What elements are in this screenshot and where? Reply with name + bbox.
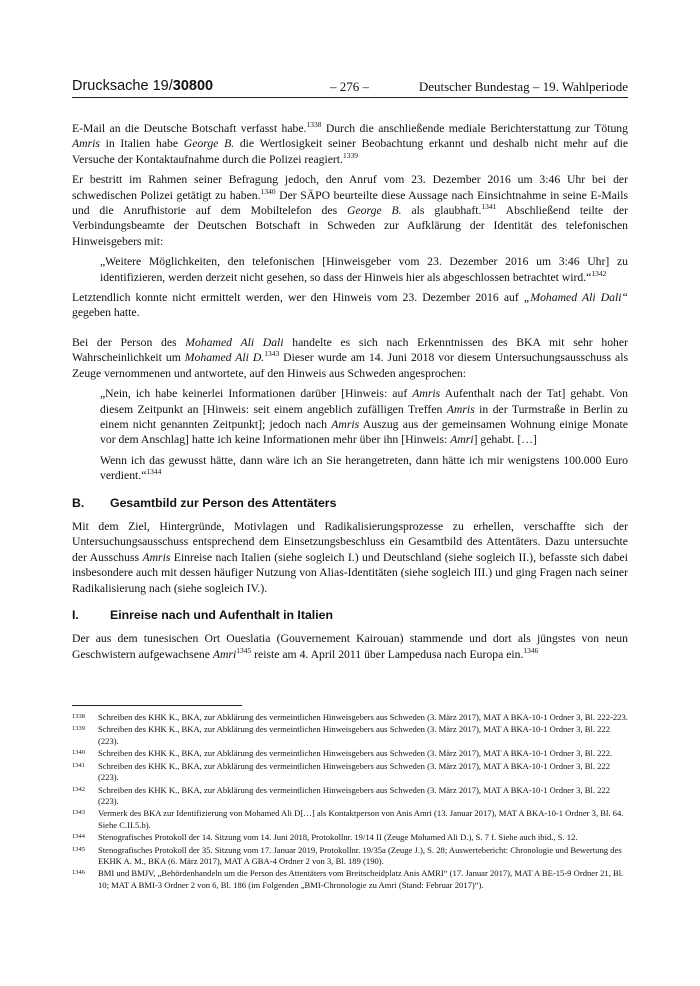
page-header — [72, 78, 628, 98]
footnote-ref[interactable]: 1342 — [591, 268, 607, 278]
footnote: 1341 Schreiben des KHK K., BKA, zur Abklärung des vermeintlichen Hinweisgebers aus Schweden (3. März 2017), MAT A BKA-10-1 Ordner 3, Bl. 222 (223). — [72, 760, 611, 783]
paragraph: Mit dem Ziel, Hintergründe, Motivlagen und Radikalisierungsprozesse zu erhellen, verschaffte sich der Untersuchungsausschuss entsprechend dem Einsetzungsbeschluss ein Gesamtbild des Attentäters. Dazu untersuchte der Ausschuss Amris Einreise nach Italien (siehe sogleich I.) und Deutschland (siehe sogleich II.), befasste sich dabei insbesondere auch mit dessen häufiger Nutzung von Alias-Identitäten (siehe sogleich III.) und ging Fragen nach seiner Radikalisierung nach (siehe sogleich IV.). — [72, 519, 628, 595]
footnote-ref[interactable]: 1344 — [146, 467, 162, 477]
page-number: – 276 – — [330, 79, 369, 94]
footnote-ref[interactable]: 1345 — [236, 645, 252, 655]
block-quote: „Nein, ich habe keinerlei Informationen darüber [Hinweis: auf Amris Aufenthalt nach der Tat] gehabt. Von diesem Zeitpunkt an [Hinweis: seit einem angeblich zufälligen Treffen Amris in der Turmstraße in Berlin zu einem nicht genannten Zeitpunkt]; jedoch nach Amris Auszug aus der gemeinsamen Wohnung einige Monate vor dem Anschlag] hatte ich keine Informationen mehr über ihn [Hinweis: Amri] gehabt. […] — [100, 387, 628, 447]
footnote: 1342 Schreiben des KHK K., BKA, zur Abklärung des vermeintlichen Hinweisgebers aus Schweden (3. März 2017), MAT A BKA-10-1 Ordner 3, Bl. 222 (223). — [72, 784, 611, 806]
header-divider — [72, 97, 628, 98]
footnotes — [72, 712, 628, 892]
section-heading: I. Einreise nach und Aufenthalt in Italien — [72, 607, 333, 622]
footnote-ref[interactable]: 1346 — [523, 645, 539, 655]
footnote: 1346 BMI und BMJV, „Behördenhandeln um die Person des Attentäters vom Breitscheidplatz Anis AMRI“ (17. Januar 2017), MAT A BE-15-9 Ordner 21, Bl. 10; MAT A BMI-3 Ordner 2 von 6, Bl. 186 (im Folgenden „BMI-Chronologie zu Amri (Stand: Februar 2017)“). — [72, 868, 624, 890]
footnote-divider — [72, 705, 242, 706]
paragraph: Letztendlich konnte nicht ermittelt werden, wer den Hinweis vom 23. Dezember 2016 auf „Mohamed Ali Dali“ gegeben hatte. — [72, 291, 628, 320]
footnote-ref[interactable]: 1340 — [260, 186, 276, 196]
footnote-ref[interactable]: 1343 — [264, 349, 280, 359]
footnote-ref[interactable]: 1339 — [342, 150, 358, 160]
block-quote: Wenn ich das gewusst hätte, dann wäre ich an Sie herangetreten, dann hätte ich mir wenigstens 100.000 Euro verdient.“$^{1344}$ — [100, 453, 628, 483]
section-heading: B. Gesamtbild zur Person des Attentäters — [72, 495, 337, 510]
paragraph: E-Mail an die Deutsche Botschaft verfasst habe.$^{1338}$ Durch die anschließende mediale Berichterstattung zur Tötung Amris in Italien habe George B. die Wertlosigkeit seiner Beobachtung erkannt und deshalb nicht mehr auf die Versuche der Kontaktaufnahme durch die Polizei reagiert.$^{1339}$ — [72, 120, 629, 166]
document-number: Drucksache 19/30800 — [72, 78, 214, 94]
footnote: 1340 Schreiben des KHK K., BKA, zur Abklärung des vermeintlichen Hinweisgebers aus Schweden (3. März 2017), MAT A BKA-10-1 Ordner 3, Bl. 222. — [72, 748, 613, 759]
main-text — [72, 121, 628, 667]
footnote: 1339 Schreiben des KHK K., BKA, zur Abklärung des vermeintlichen Hinweisgebers aus Schweden (3. März 2017), MAT A BKA-10-1 Ordner 3, Bl. 222 (223). — [72, 724, 611, 746]
paragraph: Der aus dem tunesischen Ort Oueslatia (Gouvernement Kairouan) stammende und dort als jüngstes von neun Geschwistern aufgewachsene Amri$^{1345}$ reiste am 4. April 2011 über Lampedusa nach Europa ein.$^{1346}$ — [72, 632, 628, 661]
paragraph: Er bestritt im Rahmen seiner Befragung jedoch, den Anruf vom 23. Dezember 2016 um 3:46 Uhr bei der schwedischen Polizei getätigt zu haben.$^{1340}$ Der SÄPO beurteilte diese Aussage nach Einsichtnahme in seine E-Mails und die Anrufhistorie auf dem Mobiltelefon des George B. als glaubhaft.$^{1341}$ Abschließend teilte der Verbindungsbeamte der Deutschen Botschaft in Schweden zur Aufklärung der Identität des telefonischen Hinweisgebers mit: — [72, 173, 629, 248]
footnote: 1338 Schreiben des KHK K., BKA, zur Abklärung des vermeintlichen Hinweisgebers aus Schweden (3. März 2017), MAT A BKA-10-1 Ordner 3, Bl. 222-223. — [72, 712, 628, 722]
footnote-ref[interactable]: 1338 — [306, 120, 322, 130]
footnote: 1345 Stenografisches Protokoll der 35. Sitzung vom 17. Januar 2019, Protokollnr. 19/35a (Zeuge J.), S. 28; Auswertebericht: Chronologie und Bewertung des EKHK A. M., BKA (6. März 2017), MAT A GBA-4 Ordner 2 von 3, Bl. 189 (190). — [72, 844, 622, 866]
header-source: Deutscher Bundestag – 19. Wahlperiode — [418, 79, 628, 94]
footnote: 1344 Stenografisches Protokoll der 14. Sitzung vom 14. Juni 2018, Protokollnr. 19/14 II (Zeuge Mohamed Ali D.), S. 7 f. Siehe auch ibid., S. 12. — [72, 832, 578, 843]
paragraph: Bei der Person des Mohamed Ali Dali handelte es sich nach Erkenntnissen des BKA mit sehr hoher Wahrscheinlichkeit um Mohamed Ali D.$^{1343}$ Dieser wurde am 14. Juni 2018 vor diesem Untersuchungsausschuss als Zeuge vernommenen und antwortete, auf den Hinweis aus Schweden angesprochen: — [72, 335, 628, 380]
footnote: 1343 Vermerk des BKA zur Identifizierung von Mohamed Ali D[…] als Kontaktperson von Anis Amri (13. Januar 2017), MAT A BKA-10-1 Ordner 3, Bl. 64. Siehe C.II.5.b). — [72, 808, 624, 830]
block-quote: „Weitere Möglichkeiten, den telefonischen [Hinweisgeber vom 23. Dezember 2016 um 3:46 Uhr] zu identifizieren, werden derzeit nicht gesehen, so dass der Hinweis hier als abgeschlossen betrachtet wird.“$^{1342}$ — [100, 255, 628, 284]
footnote-ref[interactable]: 1341 — [481, 202, 497, 212]
